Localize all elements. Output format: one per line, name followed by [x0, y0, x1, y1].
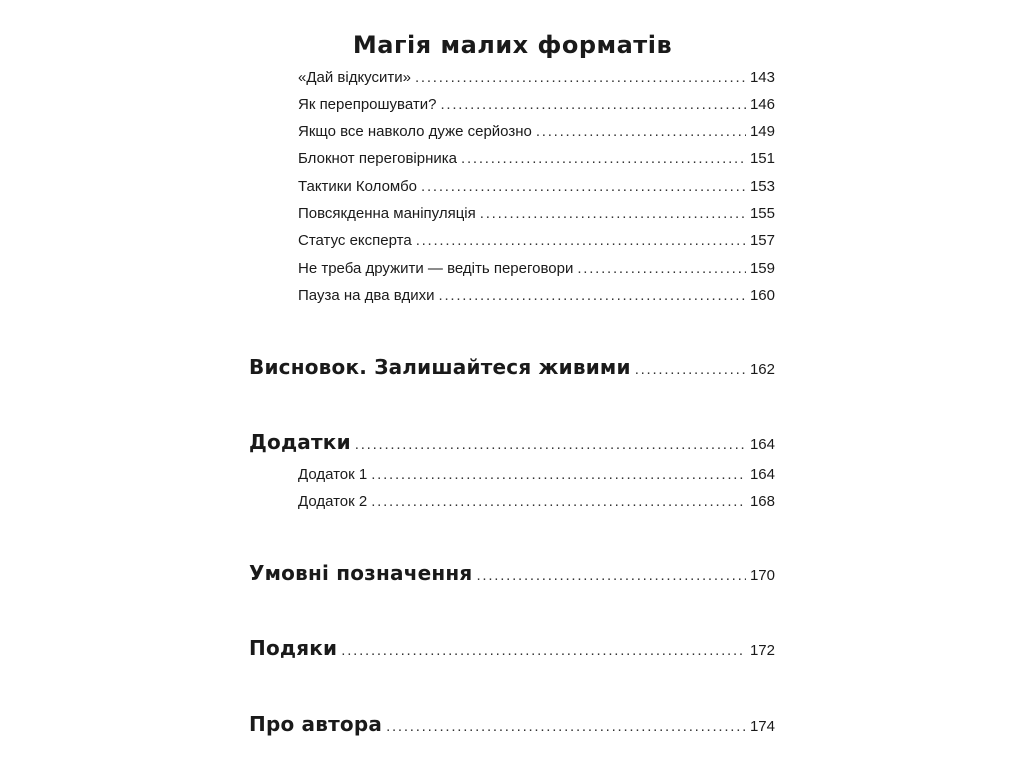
toc-entry-page: 160 — [749, 287, 775, 304]
toc-entry-label: «Дай відкусити» — [298, 69, 411, 86]
dot-leader — [371, 464, 746, 486]
dot-leader — [635, 354, 746, 383]
toc-chapter-acknowledgements[interactable] — [249, 632, 775, 664]
toc-chapter-page: 164 — [749, 436, 775, 453]
toc-entry-label: Тактики Коломбо — [298, 178, 418, 195]
toc-entry[interactable] — [298, 94, 775, 116]
toc-entry-label: Не треба дружити — ведіть переговори — [298, 260, 574, 277]
toc-entry-label: Статус експерта — [298, 232, 412, 249]
dot-leader — [440, 94, 746, 116]
dot-leader — [536, 121, 746, 143]
toc-entry-page: 153 — [749, 178, 775, 195]
toc-entry-page: 164 — [749, 466, 775, 483]
toc-entry-page: 149 — [749, 123, 775, 140]
toc-chapter-page: 162 — [749, 361, 775, 378]
toc-entry[interactable] — [298, 203, 775, 225]
dot-leader — [476, 560, 746, 589]
toc-chapter-label: Умовні позначення — [249, 561, 473, 585]
toc-entry-label: Додаток 1 — [298, 466, 368, 483]
toc-entry-label: Повсякденна маніпуляція — [298, 205, 476, 222]
toc-entry-page: 168 — [749, 493, 775, 510]
toc-entry-page: 143 — [749, 69, 775, 86]
section-title: Магія малих форматів — [352, 31, 673, 59]
toc-chapter-label: Про автора — [249, 712, 383, 736]
toc-entry-label: Пауза на два вдихи — [298, 287, 435, 304]
dot-leader — [386, 711, 746, 740]
toc-chapter-page: 170 — [749, 567, 775, 584]
toc-entry-label: Додаток 2 — [298, 493, 368, 510]
dot-leader — [480, 203, 746, 225]
dot-leader — [355, 429, 746, 458]
toc-chapter-page: 174 — [749, 718, 775, 735]
dot-leader — [461, 148, 746, 170]
toc-entry-page: 157 — [749, 232, 775, 249]
toc-chapter-about-author[interactable] — [249, 708, 775, 740]
toc-entry[interactable] — [298, 121, 775, 143]
dot-leader — [421, 176, 746, 198]
toc-entry-page: 151 — [749, 150, 775, 167]
dot-leader — [577, 258, 746, 280]
dot-leader — [415, 67, 746, 89]
toc-entry-label: Якщо все навколо дуже серйозно — [298, 123, 532, 140]
toc-entry[interactable] — [298, 285, 775, 307]
dot-leader — [371, 491, 746, 513]
toc-entry-page: 146 — [749, 96, 775, 113]
toc-entry-page: 155 — [749, 205, 775, 222]
toc-chapter-label: Додатки — [249, 430, 351, 454]
toc-chapter-conclusion[interactable] — [249, 351, 775, 383]
toc-chapter-page: 172 — [749, 642, 775, 659]
toc-chapter-appendices[interactable] — [249, 426, 775, 458]
toc-entry[interactable] — [298, 230, 775, 252]
toc-entry-label: Блокнот переговірника — [298, 150, 458, 167]
toc-entry-appendix-1[interactable] — [298, 464, 775, 486]
dot-leader — [416, 230, 746, 252]
toc-entry[interactable] — [298, 67, 775, 89]
toc-chapter-label: Висновок. Залишайтеся живими — [249, 355, 631, 379]
toc-entry-appendix-2[interactable] — [298, 491, 775, 513]
toc-entry[interactable] — [298, 176, 775, 198]
toc-chapter-legend[interactable] — [249, 557, 775, 589]
toc-entry[interactable] — [298, 148, 775, 170]
dot-leader — [341, 635, 746, 664]
dot-leader — [439, 285, 746, 307]
toc-entry-page: 159 — [749, 260, 775, 277]
toc-entry[interactable] — [298, 258, 775, 280]
toc-entry-label: Як перепрошувати? — [298, 96, 437, 113]
toc-chapter-label: Подяки — [249, 636, 338, 660]
